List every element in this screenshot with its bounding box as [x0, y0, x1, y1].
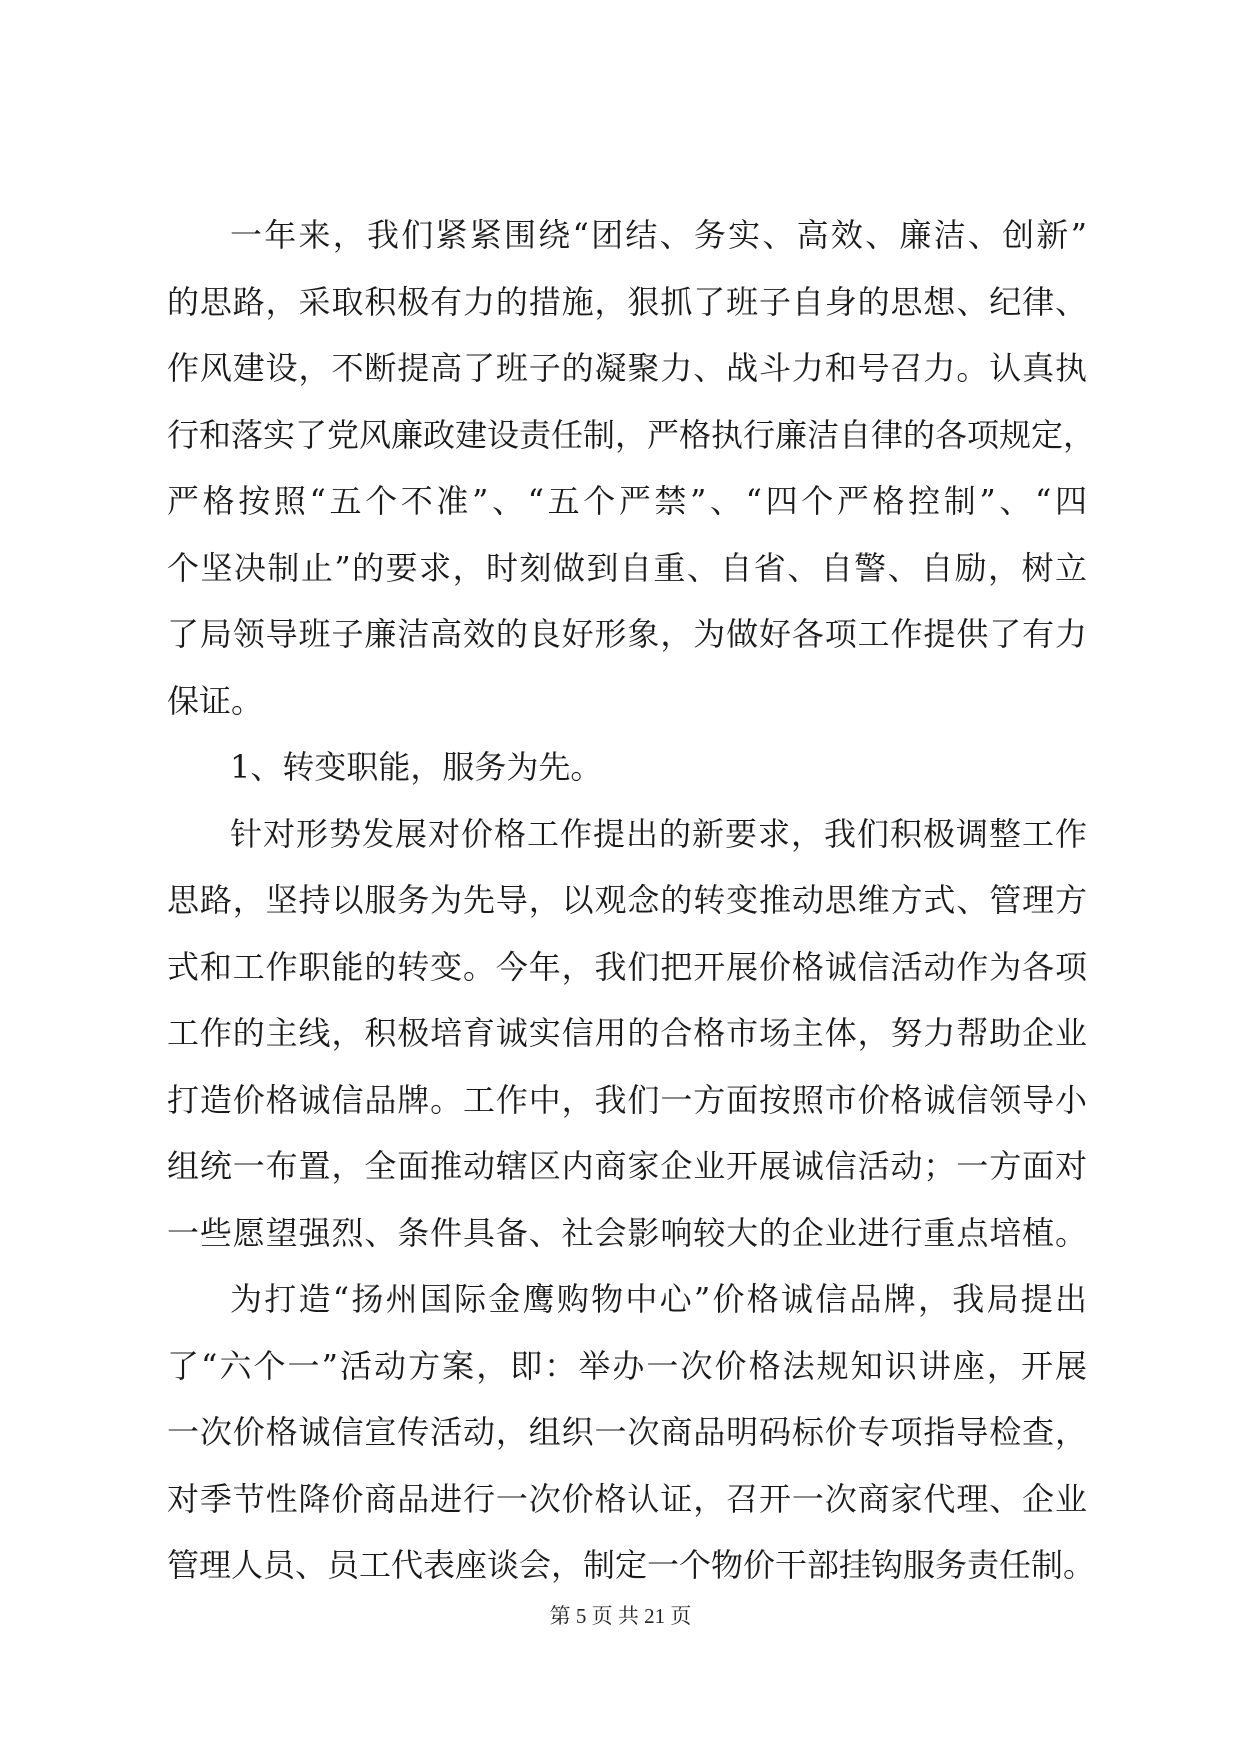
text-line: 一年来，我们紧紧围绕“团结、务实、高效、廉洁、创新” [230, 216, 1087, 254]
text-line: 行和落实了党风廉政建设责任制，严格执行廉洁自律的各项规定， [167, 416, 1096, 454]
text-line: 个坚决制止”的要求，时刻做到自重、自省、自警、自励，树立 [167, 549, 1087, 587]
text-line: 为打造“扬州国际金鹰购物中心”价格诚信品牌，我局提出 [230, 1280, 1087, 1318]
text-line: 的思路，采取积极有力的措施，狠抓了班子自身的思想、纪律、 [167, 283, 1087, 321]
text-line: 式和工作职能的转变。今年，我们把开展价格诚信活动作为各项 [167, 948, 1087, 986]
text-line: 一次价格诚信宣传活动，组织一次商品明码标价专项指导检查， [167, 1413, 1087, 1451]
text-line: 一些愿望强烈、条件具备、社会影响较大的企业进行重点培植。 [167, 1214, 1087, 1252]
text-line: 对季节性降价商品进行一次价格认证，召开一次商家代理、企业 [167, 1480, 1087, 1518]
page-number-footer: 第 5 页 共 21 页 [549, 1604, 692, 1628]
text-line: 工作的主线，积极培育诚实信用的合格市场主体，努力帮助企业 [167, 1014, 1087, 1052]
section-heading: 1、转变职能，服务为先。 [230, 748, 603, 786]
text-line: 打造价格诚信品牌。工作中，我们一方面按照市价格诚信领导小 [167, 1081, 1087, 1119]
text-line: 作风建设，不断提高了班子的凝聚力、战斗力和号召力。认真执 [167, 349, 1087, 387]
text-line: 了局领导班子廉洁高效的良好形象，为做好各项工作提供了有力 [167, 615, 1087, 653]
text-line: 保证。 [167, 682, 264, 720]
text-line: 思路，坚持以服务为先导，以观念的转变推动思维方式、管理方 [167, 881, 1087, 919]
text-line: 了“六个一”活动方案，即：举办一次价格法规知识讲座，开展 [167, 1347, 1087, 1385]
text-line: 管理人员、员工代表座谈会，制定一个物价干部挂钩服务责任制。 [167, 1546, 1096, 1584]
text-line: 针对形势发展对价格工作提出的新要求，我们积极调整工作 [230, 815, 1087, 853]
text-line: 组统一布置，全面推动辖区内商家企业开展诚信活动；一方面对 [167, 1147, 1087, 1185]
text-line: 严格按照“五个不准”、“五个严禁”、“四个严格控制”、“四 [167, 482, 1087, 520]
